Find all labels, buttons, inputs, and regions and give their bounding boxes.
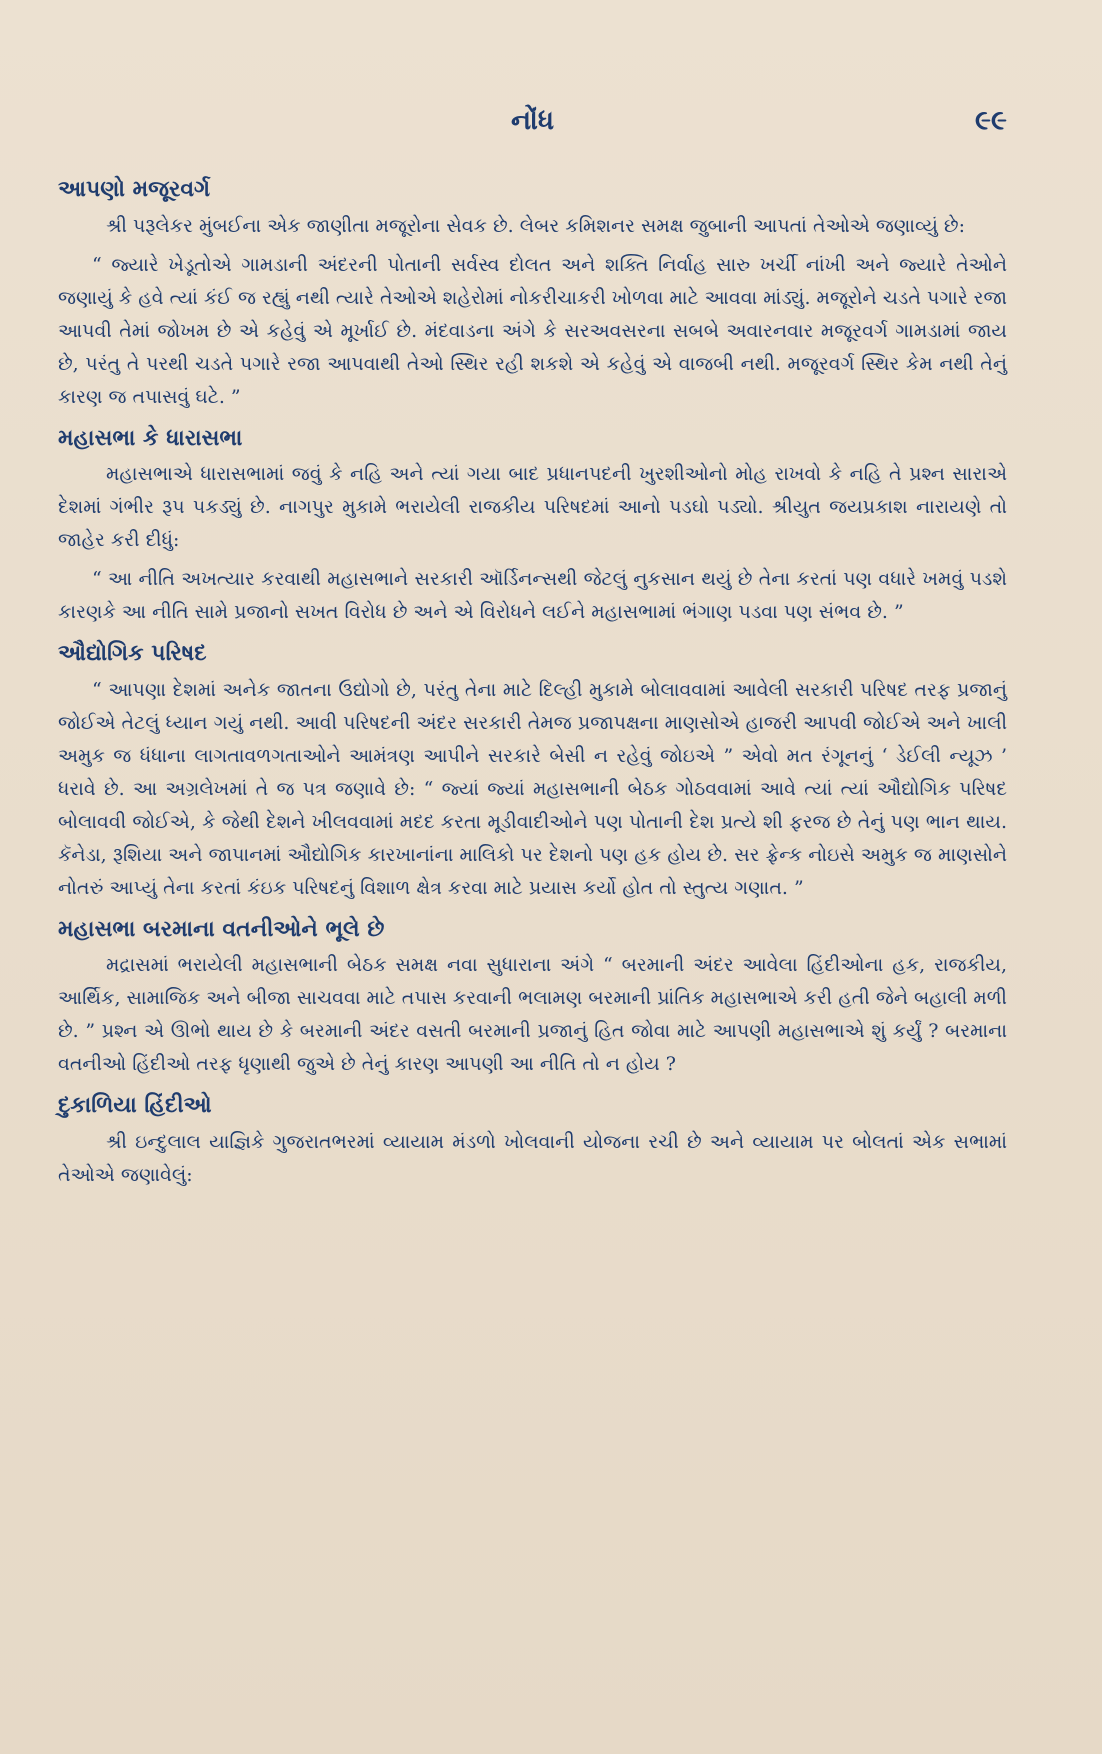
page-number: ૯૯ (975, 105, 1007, 136)
page-header (58, 105, 1007, 153)
section-title: દુકાળિયા હિંદીઓ (58, 1092, 212, 1119)
paragraph: શ્રી પરૂલેકર મુંબઈના એક જાણીતા મજૂરોના સેવક છે. લેબર કમિશનર સમક્ષ જુબાની આપતાં તેઓએ જણાવ્યું છે: (106, 214, 966, 237)
section-famine-indians (58, 1091, 1007, 1192)
paragraph: મદ્રાસમાં ભરાયેલી મહાસભાની બેઠક સમક્ષ નવા સુધારાના અંગે “ બરમાની અંદર આવેલા હિંદીઓના હક, રાજકીય, આર્થિક, સામાજિક અને બીજા સાચવવા માટે તપાસ કરવાની ભલામણ બરમાની પ્રાંતિક મહાસભાએ કરી હતી જેને બહાલી મળી છે. ” પ્રશ્ન એ ઊભો થાય છે કે બરમાની અંદર વસતી બરમાની પ્રજાનું હિત જોવા માટે આપણી મહાસભાએ શું કર્યું ? બરમાના વતનીઓ હિંદીઓ તરફ ધૃણાથી જુએ છે તેનું કારણ આપણી આ નીતિ તો ન હોય ? (58, 954, 1007, 1076)
quote-paragraph: “ જ્યારે ખેડૂતોએ ગામડાની અંદરની પોતાની સર્વસ્વ દોલત અને શક્તિ નિર્વાહ સારુ ખર્ચી નાંખી અને જ્યારે તેઓને જણાયું કે હવે ત્યાં કંઈ જ રહ્યું નથી ત્યારે તેઓએ શહેરોમાં નોકરીચાકરી ખોળવા માટે આવવા માંડ્યું. મજૂરોને ચડતે પગારે રજા આપવી તેમાં જોખમ છે એ કહેવું એ મૂર્ખાઈ છે. મંદવાડના અંગે કે સરઅવસરના સબબે અવારનવાર મજૂરવર્ગ ગામડામાં જાય છે, પરંતુ તે પરથી ચડતે પગારે રજા આપવાથી તેઓ સ્થિર રહી શકશે એ કહેવું એ વાજબી નથી. મજૂરવર્ગ સ્થિર કેમ નથી તેનું કારણ જ તપાસવું ઘટે. ” (58, 253, 1007, 408)
running-head: નોંધ (510, 105, 555, 136)
section-congress-legislature (58, 424, 1007, 630)
paragraph: મહાસભાએ ધારાસભામાં જવું કે નહિ અને ત્યાં ગયા બાદ પ્રધાનપદની ખુરશીઓનો મોહ રાખવો કે નહિ તે પ્રશ્ન સારાએ દેશમાં ગંભીર રૂપ પકડ્યું છે. નાગપુર મુકામે ભરાયેલી રાજકીય પરિષદમાં આનો પડઘો પડ્યો. શ્રીયુત જયપ્રકાશ નારાયણે તો જાહેર કરી દીધું: (58, 463, 1007, 552)
quote-paragraph: “ આપણા દેશમાં અનેક જાતના ઉદ્યોગો છે, પરંતુ તેના માટે દિલ્હી મુકામે બોલાવવામાં આવેલી સરકારી પરિષદ તરફ પ્રજાનું જોઈએ તેટલું ધ્યાન ગયું નથી. આવી પરિષદની અંદર સરકારી તેમજ પ્રજાપક્ષના માણસોએ હાજરી આપવી જોઈએ અને ખાલી અમુક જ ધંધાના લાગતાવળગતાઓને આમંત્રણ આપીને સરકારે બેસી ન રહેવું જોઇએ ” એવો મત રંગૂનનું ‘ ડેઈલી ન્યૂઝ ’ ધરાવે છે. આ અગ્રલેખમાં તે જ પત્ર જણાવે છે: “ જ્યાં જ્યાં મહાસભાની બેઠક ગોઠવવામાં આવે ત્યાં ત્યાં ઔદ્યોગિક પરિષદ બોલાવવી જોઈએ, કે જેથી દેશને ખીલવવામાં મદદ કરતા મૂડીવાદીઓને પણ પોતાની દેશ પ્રત્યે શી ફરજ છે તેનું પણ ભાન થાય. કૅનેડા, રૂશિયા અને જાપાનમાં ઔદ્યોગિક કારખાનાંના માલિકો પર દેશનો પણ હક હોય છે. સર ફ્રેન્ક નોઇસે અમુક જ માણસોને નોતરું આપ્યું તેના કરતાં કંઇક પરિષદનું વિશાળ ક્ષેત્ર કરવા માટે પ્રયાસ કર્યો હોત તો સ્તુત્ય ગણાત. ” (58, 678, 1007, 899)
section-title: ઔદ્યોગિક પરિષદ (58, 640, 207, 667)
quote-paragraph: “ આ નીતિ અખત્યાર કરવાથી મહાસભાને સરકારી ઑર્ડિનન્સથી જેટલું નુકસાન થયું છે તેના કરતાં પણ વધારે ખમવું પડશે કારણકે આ નીતિ સામે પ્રજાનો સખત વિરોધ છે અને એ વિરોધને લઈને મહાસભામાં ભંગાણ પડવા પણ સંભવ છે. ” (58, 568, 1007, 624)
section-industrial-conference (58, 639, 1007, 905)
section-title: આપણો મજૂરવર્ગ (58, 176, 211, 202)
section-title: મહાસભા બરમાના વતનીઓને ભૂલે છે (58, 915, 385, 942)
paragraph: શ્રી ઇન્દુલાલ યાજ્ઞિકે ગુજરાતભરમાં વ્યાયામ મંડળો ખોલવાની યોજના રચી છે અને વ્યાયામ પર બોલતાં એક સભામાં તેઓએ જણાવેલું: (58, 1130, 1007, 1186)
section-burma-natives (58, 915, 1007, 1082)
section-labour-class (58, 175, 1007, 414)
section-title: મહાસભા કે ધારાસભા (58, 424, 243, 451)
